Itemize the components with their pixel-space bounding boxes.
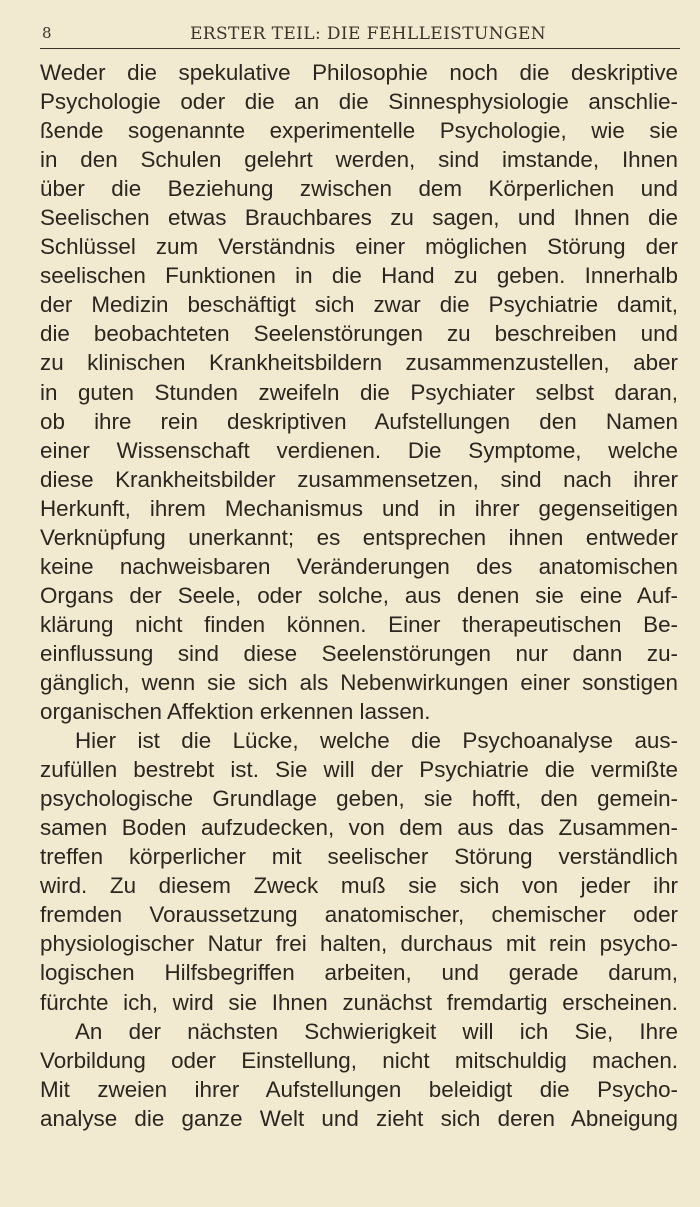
body-text <box>40 58 678 1133</box>
text-line: ßende sogenannte experimentelle Psychologie, wie sie <box>40 118 678 144</box>
text-line: Mit zweien ihrer Aufstellungen beleidigt die Psycho- <box>40 1076 678 1102</box>
text-line: physiologischer Natur frei halten, durchaus mit rein psycho- <box>40 931 678 957</box>
text-line: Schlüssel zum Verständnis einer möglichen Störung der <box>40 234 678 260</box>
text-line: seelischen Funktionen in die Hand zu geben. Innerhalb <box>40 263 678 289</box>
running-title: ERSTER TEIL: DIE FEHLLEISTUNGEN <box>190 24 547 44</box>
text-line: einflussung sind diese Seelenstörungen nur dann zu- <box>40 640 678 666</box>
text-line: treffen körperlicher mit seelischer Störung verständlich <box>40 844 678 870</box>
text-line: ob ihre rein deskriptiven Aufstellungen den Namen <box>40 408 678 434</box>
text-line: einer Wissenschaft verdienen. Die Symptome, welche <box>40 437 678 463</box>
text-line: Organs der Seele, oder solche, aus denen sie eine Auf- <box>40 582 678 608</box>
text-line: der Medizin beschäftigt sich zwar die Psychiatrie damit, <box>40 292 678 318</box>
text-line: zu klinischen Krankheitsbildern zusammenzustellen, aber <box>40 350 678 376</box>
paragraph-start-line: Hier ist die Lücke, welche die Psychoanalyse aus- <box>75 728 678 754</box>
text-line: Seelischen etwas Brauchbares zu sagen, und Ihnen die <box>40 205 678 231</box>
text-line: wird. Zu diesem Zweck muß sie sich von jeder ihr <box>40 873 678 899</box>
text-line: Verknüpfung unerkannt; es entsprechen ihnen entweder <box>40 524 678 550</box>
text-line: Psychologie oder die an die Sinnesphysiologie anschlie- <box>40 89 678 115</box>
text-line: diese Krankheitsbilder zusammensetzen, sind nach ihrer <box>40 466 678 492</box>
text-line: Herkunft, ihrem Mechanismus und in ihrer gegenseitigen <box>40 495 678 521</box>
text-line: zufüllen bestrebt ist. Sie will der Psychiatrie die vermißte <box>40 757 678 783</box>
text-line: in den Schulen gelehrt werden, sind imstande, Ihnen <box>40 147 678 173</box>
paragraph-end-line: organischen Affektion erkennen lassen. <box>40 699 431 725</box>
text-line: logischen Hilfsbegriffen arbeiten, und gerade darum, <box>40 960 678 986</box>
text-line: gänglich, wenn sie sich als Nebenwirkungen einer sonstigen <box>40 669 678 695</box>
text-line: Vorbildung oder Einstellung, nicht mitschuldig machen. <box>40 1047 678 1073</box>
text-line: keine nachweisbaren Veränderungen des anatomischen <box>40 553 678 579</box>
text-line: Weder die spekulative Philosophie noch die deskriptive <box>40 60 678 85</box>
text-line: in guten Stunden zweifeln die Psychiater selbst daran, <box>40 379 678 405</box>
text-line: fremden Voraussetzung anatomischer, chemischer oder <box>40 902 678 928</box>
paragraph-start-line: An der nächsten Schwierigkeit will ich Sie, Ihre <box>75 1018 678 1044</box>
page-number: 8 <box>42 24 52 42</box>
page-header <box>40 22 680 49</box>
text-line: klärung nicht finden können. Einer therapeutischen Be- <box>40 611 678 637</box>
text-line: samen Boden aufzudecken, von dem aus das Zusammen- <box>40 815 678 841</box>
text-line: über die Beziehung zwischen dem Körperlichen und <box>40 176 678 202</box>
text-line: psychologische Grundlage geben, sie hofft, den gemein- <box>40 786 678 812</box>
text-line: analyse die ganze Welt und zieht sich deren Abneigung <box>40 1105 678 1131</box>
text-line: fürchte ich, wird sie Ihnen zunächst fremdartig erscheinen. <box>40 989 678 1015</box>
text-line: die beobachteten Seelenstörungen zu beschreiben und <box>40 321 678 347</box>
